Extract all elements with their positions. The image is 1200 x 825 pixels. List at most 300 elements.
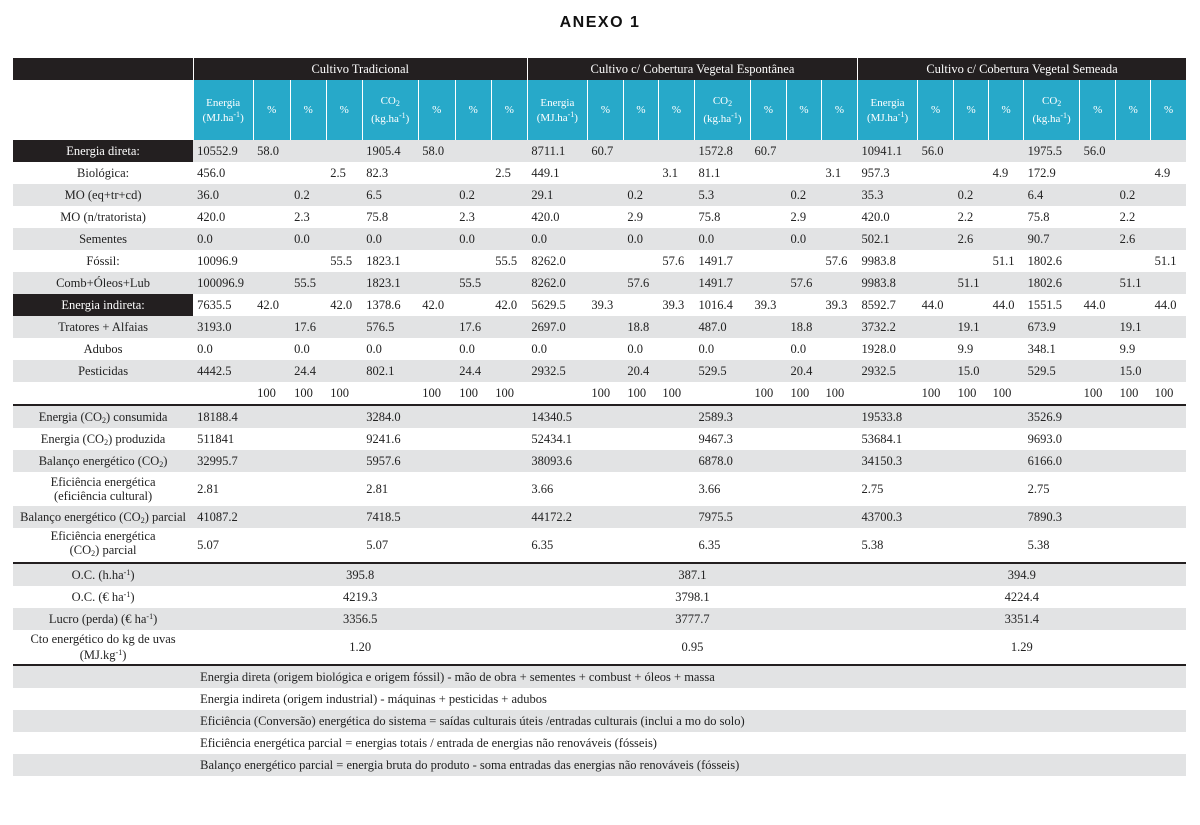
note-text: Energia indireta (origem industrial) - máquinas + pesticidas + adubos (193, 688, 1186, 710)
table-cell (954, 140, 989, 162)
table-cell: 8262.0 (527, 250, 587, 272)
header-corner (13, 58, 193, 80)
summary-value: 32995.7 (193, 450, 362, 472)
table-cell (1151, 272, 1186, 294)
table-cell (326, 338, 362, 360)
table-cell: 0.0 (527, 228, 587, 250)
table-cell (1080, 162, 1116, 184)
table-cell (918, 272, 954, 294)
table-cell: 0.0 (623, 338, 658, 360)
table-cell: 100096.9 (193, 272, 253, 294)
summary-value: 6.35 (527, 528, 694, 563)
table-cell (491, 360, 527, 382)
table-cell: 100 (822, 382, 858, 405)
table-cell (822, 316, 858, 338)
econ-row (13, 563, 1186, 586)
note-spacer (13, 665, 193, 688)
table-cell: 20.4 (786, 360, 821, 382)
table-cell: 4.9 (1151, 162, 1186, 184)
row-label: Energia indireta: (13, 294, 193, 316)
table-cell: 51.1 (1151, 250, 1186, 272)
summary-value: 2.75 (858, 472, 1024, 506)
table-cell: 2.3 (290, 206, 326, 228)
row-label-line1: Eficiência energética (50, 529, 156, 543)
co2-unit: (kg.ha (1032, 113, 1061, 125)
table-cell: 7635.5 (193, 294, 253, 316)
table-cell: 39.3 (587, 294, 623, 316)
table-cell (290, 140, 326, 162)
row-label-line2: (CO (69, 543, 92, 557)
table-cell (455, 294, 491, 316)
table-cell: 100 (786, 382, 821, 405)
note-row (13, 665, 1186, 688)
table-cell: 51.1 (954, 272, 989, 294)
page-title: ANEXO 1 (559, 14, 641, 31)
table-cell (587, 316, 623, 338)
table-cell: 0.0 (193, 228, 253, 250)
table-cell (1080, 184, 1116, 206)
table-cell (918, 184, 954, 206)
percent-header: % (1080, 80, 1116, 140)
table-cell (1080, 228, 1116, 250)
table-cell (786, 250, 821, 272)
table-cell (694, 382, 750, 405)
table-cell: 56.0 (918, 140, 954, 162)
table-cell (822, 338, 858, 360)
summary-row (13, 528, 1186, 563)
row-label-end: ) produzida (108, 431, 166, 446)
summary-value: 9241.6 (362, 428, 527, 450)
table-row (13, 360, 1186, 382)
table-cell (326, 316, 362, 338)
row-label-text: Balanço energético (CO (20, 509, 141, 524)
table-cell: 9983.8 (858, 250, 918, 272)
table-cell: 3193.0 (193, 316, 253, 338)
table-cell (989, 272, 1024, 294)
summary-value: 44172.2 (527, 506, 694, 528)
table-cell (587, 250, 623, 272)
percent-header: % (623, 80, 658, 140)
table-cell (750, 206, 786, 228)
table-cell: 1551.5 (1024, 294, 1080, 316)
table-cell: 487.0 (694, 316, 750, 338)
note-spacer (13, 732, 193, 754)
table-cell (253, 316, 290, 338)
table-cell: 8592.7 (858, 294, 918, 316)
table-cell (623, 294, 658, 316)
row-label-line2: (eficiência cultural) (53, 489, 153, 503)
econ-value: 1.29 (858, 630, 1186, 665)
table-cell (918, 316, 954, 338)
table-cell (1080, 272, 1116, 294)
table-cell (253, 250, 290, 272)
co2-header (362, 80, 418, 140)
table-cell: 529.5 (694, 360, 750, 382)
table-cell: 5.3 (694, 184, 750, 206)
table-cell (786, 162, 821, 184)
table-body (13, 140, 1186, 776)
summary-value: 2.81 (193, 472, 362, 506)
summary-value: 14340.5 (527, 405, 694, 428)
table-cell: 55.5 (455, 272, 491, 294)
table-cell: 576.5 (362, 316, 418, 338)
table-cell: 0.2 (290, 184, 326, 206)
summary-row (13, 405, 1186, 428)
table-cell: 3.1 (822, 162, 858, 184)
summary-value: 9467.3 (694, 428, 857, 450)
note-spacer (13, 688, 193, 710)
summary-value: 9693.0 (1024, 428, 1186, 450)
table-cell: 2.5 (491, 162, 527, 184)
row-label (13, 450, 193, 472)
table-cell (491, 206, 527, 228)
table-row (13, 184, 1186, 206)
table-cell (253, 184, 290, 206)
summary-value: 52434.1 (527, 428, 694, 450)
table-cell (858, 382, 918, 405)
energia-header (858, 80, 918, 140)
note-row (13, 754, 1186, 776)
energia-header (527, 80, 587, 140)
table-cell: 1928.0 (858, 338, 918, 360)
table-cell: 90.7 (1024, 228, 1080, 250)
energia-unit-close: ) (904, 111, 909, 124)
table-row (13, 140, 1186, 162)
table-cell: 2.6 (1116, 228, 1151, 250)
table-cell: 1491.7 (694, 272, 750, 294)
table-cell: 0.2 (455, 184, 491, 206)
row-label: Fóssil: (13, 250, 193, 272)
table-cell (623, 162, 658, 184)
table-cell: 0.0 (362, 228, 418, 250)
table-cell (418, 206, 455, 228)
table-cell: 0.0 (290, 338, 326, 360)
table-cell (954, 294, 989, 316)
table-cell (658, 272, 694, 294)
table-cell (989, 360, 1024, 382)
summary-value: 5.38 (1024, 528, 1186, 563)
note-row (13, 688, 1186, 710)
table-cell: 348.1 (1024, 338, 1080, 360)
table-cell: 1802.6 (1024, 272, 1080, 294)
row-label (13, 428, 193, 450)
table-cell (750, 250, 786, 272)
table-cell (587, 228, 623, 250)
table-cell: 2697.0 (527, 316, 587, 338)
summary-value: 511841 (193, 428, 362, 450)
row-label-sup: -1 (146, 611, 154, 621)
table-row (13, 206, 1186, 228)
table-cell (326, 360, 362, 382)
row-label-text: Energia (CO (40, 431, 105, 446)
co2-unit: (kg.ha (371, 113, 399, 125)
table-cell (989, 316, 1024, 338)
table-cell (253, 162, 290, 184)
table-cell: 75.8 (1024, 206, 1080, 228)
table-cell (1116, 294, 1151, 316)
table-cell: 42.0 (326, 294, 362, 316)
percent-header: % (750, 80, 786, 140)
table-cell (326, 184, 362, 206)
table-cell: 39.3 (658, 294, 694, 316)
group-header-semeada: Cultivo c/ Cobertura Vegetal Semeada (858, 58, 1186, 80)
table-cell: 42.0 (418, 294, 455, 316)
table-cell (918, 360, 954, 382)
table-cell (1080, 250, 1116, 272)
row-label-sub: 2 (159, 459, 164, 469)
table-cell (658, 206, 694, 228)
table-row (13, 250, 1186, 272)
table-cell (954, 250, 989, 272)
econ-value: 3777.7 (527, 608, 857, 630)
table-cell: 39.3 (822, 294, 858, 316)
group-header-espontanea: Cultivo c/ Cobertura Vegetal Espontânea (527, 58, 857, 80)
table-cell: 100 (326, 382, 362, 405)
table-cell (253, 206, 290, 228)
table-cell: 0.0 (786, 228, 821, 250)
percent-header: % (786, 80, 821, 140)
econ-value: 387.1 (527, 563, 857, 586)
summary-row (13, 450, 1186, 472)
summary-value: 43700.3 (858, 506, 1024, 528)
table-cell: 2.9 (623, 206, 658, 228)
table-cell: 1802.6 (1024, 250, 1080, 272)
summary-value: 6878.0 (694, 450, 857, 472)
table-cell (918, 250, 954, 272)
table-cell (418, 250, 455, 272)
summary-row (13, 506, 1186, 528)
percent-header: % (587, 80, 623, 140)
table-cell (587, 272, 623, 294)
table-cell: 10941.1 (858, 140, 918, 162)
table-cell (822, 360, 858, 382)
summary-value: 38093.6 (527, 450, 694, 472)
table-cell: 0.0 (527, 338, 587, 360)
summary-value: 53684.1 (858, 428, 1024, 450)
percent-header: % (418, 80, 455, 140)
co2-unit-close: ) (1067, 113, 1071, 125)
table-cell (658, 140, 694, 162)
table-row (13, 294, 1186, 316)
percent-header: % (658, 80, 694, 140)
row-label-text: Lucro (perda) (€ ha (48, 611, 147, 626)
table-row (13, 382, 1186, 405)
row-label-sub: 2 (101, 415, 106, 425)
energia-unit: (MJ.ha (866, 111, 898, 124)
table-row (13, 316, 1186, 338)
econ-value: 394.9 (858, 563, 1186, 586)
table-cell: 57.6 (623, 272, 658, 294)
table-cell: 100 (1151, 382, 1186, 405)
co2-header (1024, 80, 1080, 140)
percent-header: % (918, 80, 954, 140)
table-cell: 502.1 (858, 228, 918, 250)
summary-value: 7975.5 (694, 506, 857, 528)
table-cell: 44.0 (1080, 294, 1116, 316)
table-cell (623, 140, 658, 162)
table-cell: 35.3 (858, 184, 918, 206)
energia-label: Energia (206, 96, 241, 109)
percent-header: % (290, 80, 326, 140)
table-cell: 0.0 (455, 228, 491, 250)
table-cell: 2932.5 (858, 360, 918, 382)
summary-value: 2.81 (362, 472, 527, 506)
row-label-sup: -1 (115, 648, 123, 657)
table-cell (362, 382, 418, 405)
table-cell: 0.0 (193, 338, 253, 360)
table-cell: 2.5 (326, 162, 362, 184)
table-cell: 100 (954, 382, 989, 405)
table-cell: 0.0 (362, 338, 418, 360)
summary-value: 3284.0 (362, 405, 527, 428)
row-label: Adubos (13, 338, 193, 360)
co2-header (694, 80, 750, 140)
row-label (13, 405, 193, 428)
row-label-text: Balanço energético (CO (38, 453, 160, 468)
table-cell: 60.7 (750, 140, 786, 162)
table-cell (1116, 250, 1151, 272)
note-row (13, 710, 1186, 732)
table-cell: 1491.7 (694, 250, 750, 272)
table-cell (290, 250, 326, 272)
table-cell (989, 140, 1024, 162)
table-cell: 3.1 (658, 162, 694, 184)
table-cell: 10552.9 (193, 140, 253, 162)
co2-label: CO (380, 95, 396, 107)
table-cell: 5629.5 (527, 294, 587, 316)
table-cell: 75.8 (694, 206, 750, 228)
row-label (13, 472, 193, 506)
table-cell (822, 140, 858, 162)
table-cell: 100 (491, 382, 527, 405)
row-label-line1: Eficiência energética (50, 475, 156, 489)
row-label (13, 630, 193, 665)
table-cell: 0.0 (694, 338, 750, 360)
table-cell (418, 162, 455, 184)
table-cell (290, 294, 326, 316)
econ-row (13, 630, 1186, 665)
table-cell (954, 162, 989, 184)
table-cell: 44.0 (1151, 294, 1186, 316)
table-cell: 6.5 (362, 184, 418, 206)
table-cell (326, 228, 362, 250)
table-cell: 420.0 (527, 206, 587, 228)
table-cell: 172.9 (1024, 162, 1080, 184)
table-cell: 2.6 (954, 228, 989, 250)
table-cell (989, 338, 1024, 360)
table-cell: 1016.4 (694, 294, 750, 316)
table-cell: 1823.1 (362, 272, 418, 294)
table-cell (1080, 316, 1116, 338)
table-cell: 2932.5 (527, 360, 587, 382)
table-cell (750, 162, 786, 184)
co2-unit-exp: -1 (1060, 111, 1068, 120)
row-label (13, 608, 193, 630)
table-cell: 0.2 (1116, 184, 1151, 206)
co2-unit-close: ) (405, 113, 410, 125)
summary-value: 5957.6 (362, 450, 527, 472)
row-label: Comb+Óleos+Lub (13, 272, 193, 294)
table-cell: 100 (750, 382, 786, 405)
table-cell: 51.1 (989, 250, 1024, 272)
row-label-sup: -1 (123, 589, 131, 599)
row-label (13, 563, 193, 586)
summary-value: 2.75 (1024, 472, 1186, 506)
table-cell (658, 360, 694, 382)
energia-unit-close: ) (574, 111, 578, 124)
table-cell (527, 382, 587, 405)
row-label-line2-end: ) (122, 648, 127, 662)
table-cell: 17.6 (290, 316, 326, 338)
table-cell: 100 (1080, 382, 1116, 405)
table-cell (418, 228, 455, 250)
table-cell: 55.5 (290, 272, 326, 294)
table-cell (418, 316, 455, 338)
table-cell (253, 228, 290, 250)
table-cell: 56.0 (1080, 140, 1116, 162)
row-label: Sementes (13, 228, 193, 250)
table-cell: 100 (290, 382, 326, 405)
table-cell (326, 140, 362, 162)
summary-value: 7890.3 (1024, 506, 1186, 528)
row-label-end: ) parcial (144, 509, 186, 524)
row-label-text: Energia (CO (38, 409, 102, 424)
table-cell (1116, 140, 1151, 162)
table-cell (418, 272, 455, 294)
table-cell (193, 382, 253, 405)
row-label-line1: Cto energético do kg de uvas (30, 632, 176, 646)
energia-unit: (MJ.ha (202, 111, 234, 124)
table-cell: 100 (455, 382, 491, 405)
row-label-sub: 2 (104, 437, 109, 447)
table-cell: 4442.5 (193, 360, 253, 382)
table-cell: 20.4 (623, 360, 658, 382)
table-cell (326, 272, 362, 294)
table-cell: 420.0 (858, 206, 918, 228)
econ-value: 3798.1 (527, 586, 857, 608)
table-cell: 2.2 (1116, 206, 1151, 228)
table-cell: 18.8 (786, 316, 821, 338)
energia-unit-exp: -1 (233, 109, 241, 119)
summary-value: 2589.3 (694, 405, 857, 428)
table-cell: 100 (587, 382, 623, 405)
table-cell (658, 338, 694, 360)
table-cell (1080, 206, 1116, 228)
percent-header: % (326, 80, 362, 140)
table-cell (455, 140, 491, 162)
table-cell (750, 272, 786, 294)
table-cell (786, 140, 821, 162)
table-cell: 39.3 (750, 294, 786, 316)
table-cell: 44.0 (989, 294, 1024, 316)
table-cell (1151, 316, 1186, 338)
percent-header: % (491, 80, 527, 140)
table-cell (253, 272, 290, 294)
table-cell: 81.1 (694, 162, 750, 184)
summary-value: 3526.9 (1024, 405, 1186, 428)
table-cell: 15.0 (954, 360, 989, 382)
group-header-row (13, 58, 1186, 80)
table-cell (918, 206, 954, 228)
econ-row (13, 608, 1186, 630)
table-cell: 100 (418, 382, 455, 405)
table-cell: 17.6 (455, 316, 491, 338)
row-label: MO (n/tratorista) (13, 206, 193, 228)
table-cell (750, 338, 786, 360)
table-cell (750, 184, 786, 206)
row-label-line2: (MJ.kg (79, 648, 116, 662)
table-cell (491, 228, 527, 250)
